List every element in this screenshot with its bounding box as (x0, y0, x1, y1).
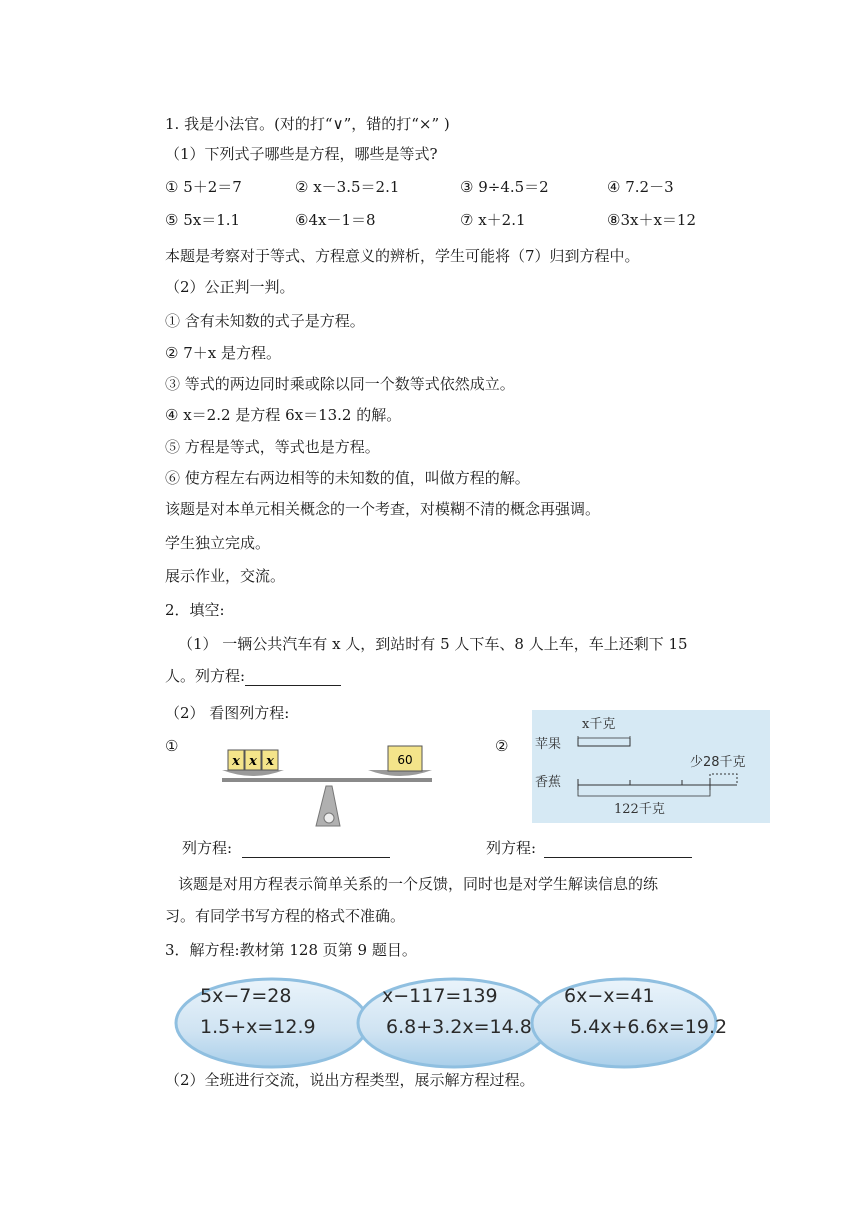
stand-knob (324, 813, 334, 823)
option-item: ⑥4x－1＝8 (295, 211, 376, 229)
option-item: ① 5＋2＝7 (165, 178, 242, 196)
box-60-label: 60 (397, 753, 413, 767)
section2-note-line2: 习。有同学书写方程的格式不准确。 (165, 907, 406, 925)
option-item: ⑤ 5x＝1.1 (165, 211, 241, 229)
answer-blank-2[interactable] (544, 839, 692, 858)
section2-note-line1: 该题是对用方程表示简单关系的一个反馈，同时也是对学生解读信息的练 (178, 875, 659, 893)
section1-sub1: （1）下列式子哪些是方程，哪些是等式? (165, 145, 438, 163)
banana-label: 香蕉 (535, 775, 562, 790)
answer-row-2 (486, 838, 692, 858)
less-segment (710, 774, 737, 785)
equation-bubbles (172, 975, 728, 1070)
option-item: ⑧3x＋x＝12 (607, 211, 696, 229)
equation: 6.8+3.2x=14.8 (386, 1016, 532, 1038)
answer-row-1 (182, 838, 390, 858)
q1-prompt: 人。列方程: (165, 667, 246, 685)
option-item: ② x－3.5＝2.1 (295, 178, 400, 196)
less-label: 少28千克 (690, 755, 746, 770)
section1-note4: 展示作业，交流。 (165, 567, 286, 585)
judge-item: ④ x＝2.2 是方程 6x＝13.2 的解。 (165, 406, 402, 424)
section3-title: 3．解方程:教材第 128 页第 9 题目。 (165, 941, 417, 959)
balance-scale-svg (218, 742, 438, 828)
section3-sub2: （2）全班进行交流，说出方程类型，展示解方程过程。 (165, 1071, 535, 1089)
segment-diagram-figure (532, 710, 770, 823)
judge-item: ① 含有未知数的式子是方程。 (165, 312, 365, 330)
left-pan (222, 770, 284, 776)
section2-title: 2．填空: (165, 601, 225, 619)
x-kg-label: x千克 (582, 717, 616, 732)
answer-label-1: 列方程: (182, 839, 233, 857)
apple-brace (578, 736, 630, 740)
option-item: ④ 7.2－3 (607, 178, 674, 196)
total-label: 122千克 (614, 802, 665, 817)
equation: 6x−x=41 (564, 985, 655, 1007)
apple-segment (578, 738, 630, 746)
section1-sub2: （2）公正判一判。 (165, 278, 295, 296)
total-brace (578, 790, 710, 796)
judge-item: ③ 等式的两边同时乘或除以同一个数等式依然成立。 (165, 375, 515, 393)
equation: x−117=139 (382, 985, 498, 1007)
option-item: ③ 9÷4.5＝2 (460, 178, 549, 196)
judge-item: ⑤ 方程是等式，等式也是方程。 (165, 438, 380, 456)
section1-note2: 该题是对本单元相关概念的一个考查，对模糊不清的概念再强调。 (165, 500, 601, 518)
section1-note1: 本题是考察对于等式、方程意义的辨析，学生可能将（7）归到方程中。 (165, 247, 640, 265)
box-x-label: x (266, 754, 274, 769)
segment-diagram-svg (532, 710, 770, 823)
judge-item: ⑥ 使方程左右两边相等的未知数的值，叫做方程的解。 (165, 469, 530, 487)
equation: 5x−7=28 (200, 985, 292, 1007)
equation: 1.5+x=12.9 (200, 1016, 316, 1038)
section2-q1-line2 (165, 666, 341, 686)
section2-q1-line1: （1） 一辆公共汽车有 x 人，到站时有 5 人下车、8 人上车，车上还剩下 15 (178, 635, 688, 653)
figure-label-2: ② (495, 737, 509, 755)
equation: 5.4x+6.6x=19.2 (570, 1016, 728, 1038)
section1-note3: 学生独立完成。 (165, 534, 271, 552)
balance-scale-figure (218, 742, 438, 828)
section1-title: 1. 我是小法官。(对的打“∨”，错的打“×” ) (165, 115, 450, 133)
q1-answer-blank[interactable] (245, 667, 341, 686)
section2-q2: （2） 看图列方程: (165, 704, 290, 722)
box-x-label: x (232, 754, 240, 769)
apple-label: 苹果 (535, 737, 562, 752)
figure-label-1: ① (165, 737, 179, 755)
box-x-label: x (249, 754, 257, 769)
judge-item: ② 7＋x 是方程。 (165, 344, 281, 362)
answer-blank-1[interactable] (242, 839, 390, 858)
option-item: ⑦ x＋2.1 (460, 211, 526, 229)
beam (222, 778, 432, 782)
answer-label-2: 列方程: (486, 839, 537, 857)
